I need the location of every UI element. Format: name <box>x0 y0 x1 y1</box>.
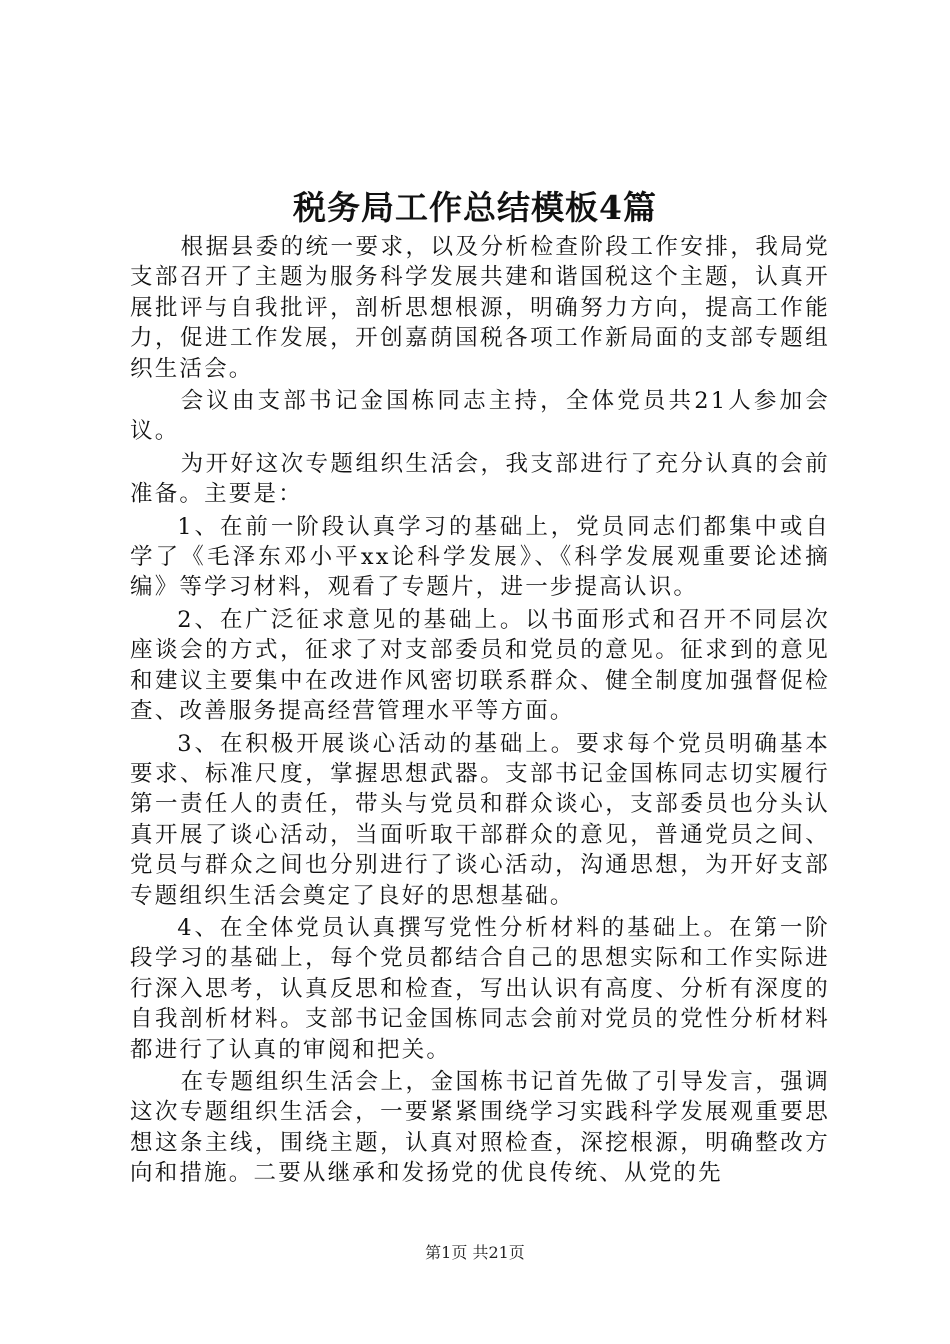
document-body <box>130 232 830 1189</box>
paragraph-item-2: 2、在广泛征求意见的基础上。以书面形式和召开不同层次座谈会的方式，征求了对支部委员和党员的意见。征求到的意见和建议主要集中在改进作风密切联系群众、健全制度加强督促检查、改善服务提高经营管理水平等方面。 <box>130 606 830 725</box>
paragraph-meeting-host: 会议由支部书记金国栋同志主持，全体党员共21人参加会议。 <box>130 388 830 445</box>
paragraph-item-3: 3、在积极开展谈心活动的基础上。要求每个党员明确基本要求、标准尺度，掌握思想武器。支部书记金国栋同志切实履行第一责任人的责任，带头与党员和群众谈心，支部委员也分头认真开展了谈心活动，当面听取干部群众的意见，普通党员之间、党员与群众之间也分别进行了谈心活动，沟通思想，为开好支部专题组织生活会奠定了良好的思想基础。 <box>130 730 830 909</box>
page-number-footer: 第1页 共21页 <box>425 1243 525 1262</box>
paragraph-intro: 根据县委的统一要求，以及分析检查阶段工作安排，我局党支部召开了主题为服务科学发展共建和谐国税这个主题，认真开展批评与自我批评，剖析思想根源，明确努力方向，提高工作能力，促进工作发展，开创嘉荫国税各项工作新局面的支部专题组织生活会。 <box>130 234 830 382</box>
paragraph-item-4: 4、在全体党员认真撰写党性分析材料的基础上。在第一阶段学习的基础上，每个党员都结合自己的思想实际和工作实际进行深入思考，认真反思和检查，写出认识有高度、分析有深度的自我剖析材料。支部书记金国栋同志会前对党员的党性分析材料都进行了认真的审阅和把关。 <box>130 914 830 1063</box>
paragraph-meeting-speech: 在专题组织生活会上，金国栋书记首先做了引导发言，强调这次专题组织生活会，一要紧紧围绕学习实践科学发展观重要思想这条主线，围绕主题，认真对照检查，深挖根源，明确整改方向和措施。二要从继承和发扬党的优良传统、从党的先 <box>130 1068 830 1187</box>
paragraph-preparation: 为开好这次专题组织生活会，我支部进行了充分认真的会前准备。主要是： <box>130 450 830 508</box>
document-title: 税务局工作总结模板4篇 <box>293 188 657 227</box>
paragraph-item-1: 1、在前一阶段认真学习的基础上，党员同志们都集中或自学了《毛泽东邓小平xx论科学发展》、《科学发展观重要论述摘编》等学习材料，观看了专题片，进一步提高认识。 <box>130 513 830 601</box>
